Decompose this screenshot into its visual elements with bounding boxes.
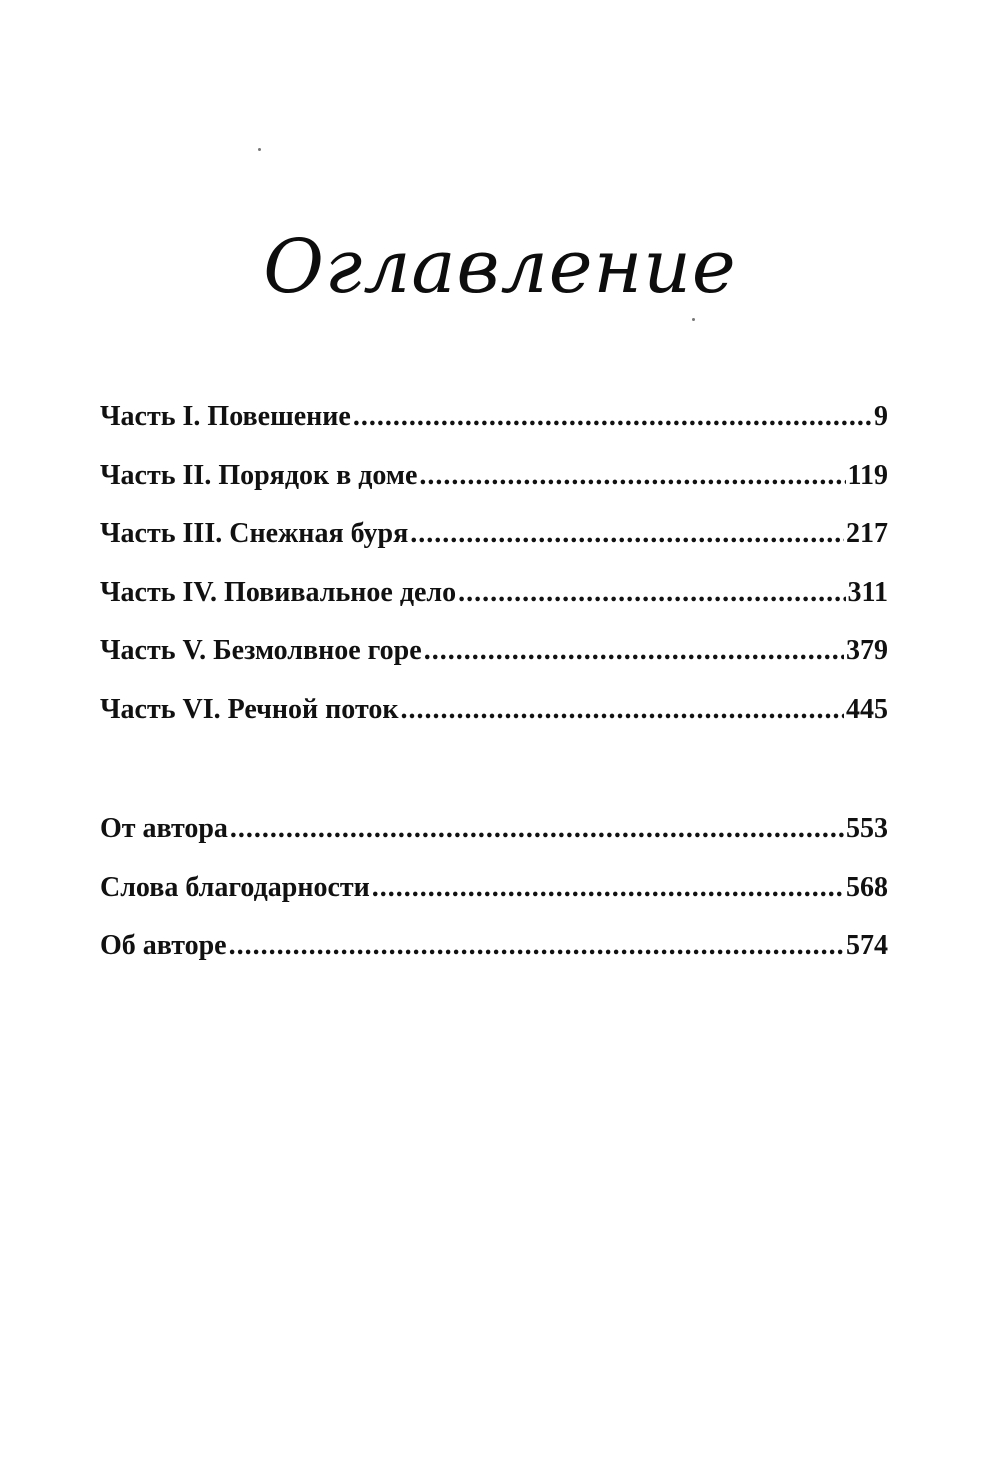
dot-leader [353, 388, 872, 446]
toc-entry-part-2[interactable] [100, 447, 888, 506]
toc-entry-part-1[interactable] [100, 388, 888, 447]
dot-leader [410, 505, 844, 563]
toc-entry-acknowledgements[interactable] [100, 859, 888, 918]
toc-entry-label: Часть IV. Повивальное дело [100, 576, 457, 608]
toc-entry-page: 445 [846, 693, 888, 725]
toc-parts-list [100, 388, 888, 739]
toc-entry-label: Часть V. Безмолвное горе [100, 635, 422, 666]
toc-entry-label: Слова благодарности [100, 871, 370, 903]
dot-leader [458, 564, 845, 622]
toc-entry-part-4[interactable] [100, 564, 888, 623]
toc-entry-page: 9 [874, 401, 888, 432]
toc-entry-page: 311 [847, 576, 888, 608]
toc-entry-page: 553 [846, 813, 888, 844]
dot-leader [400, 681, 844, 739]
toc-entry-page: 568 [846, 871, 888, 903]
dot-leader [372, 859, 844, 917]
toc-entry-label: От автора [100, 813, 228, 844]
print-speck [692, 318, 695, 321]
toc-entry-part-5[interactable] [100, 622, 888, 681]
toc-entry-label: Часть II. Порядок в доме [100, 459, 418, 491]
toc-entry-label: Часть III. Снежная буря [100, 518, 409, 549]
toc-entry-page: 379 [846, 635, 888, 666]
toc-entry-part-6[interactable] [100, 681, 888, 740]
toc-entry-page: 574 [846, 930, 888, 961]
toc-entry-page: 119 [847, 459, 888, 491]
toc-entry-part-3[interactable] [100, 505, 888, 564]
toc-extras-list [100, 800, 888, 976]
toc-entry-about-author[interactable] [100, 917, 888, 976]
toc-entry-from-author[interactable] [100, 800, 888, 859]
dot-leader [419, 447, 845, 505]
toc-entry-label: Часть VI. Речной поток [100, 693, 399, 725]
toc-entry-label: Часть I. Повешение [100, 401, 351, 432]
dot-leader [229, 917, 844, 975]
toc-entry-page: 217 [846, 518, 888, 549]
toc-entry-label: Об авторе [100, 930, 227, 961]
print-speck [258, 148, 261, 151]
page-title: Оглавление [263, 224, 737, 310]
dot-leader [230, 800, 844, 858]
dot-leader [424, 622, 844, 680]
